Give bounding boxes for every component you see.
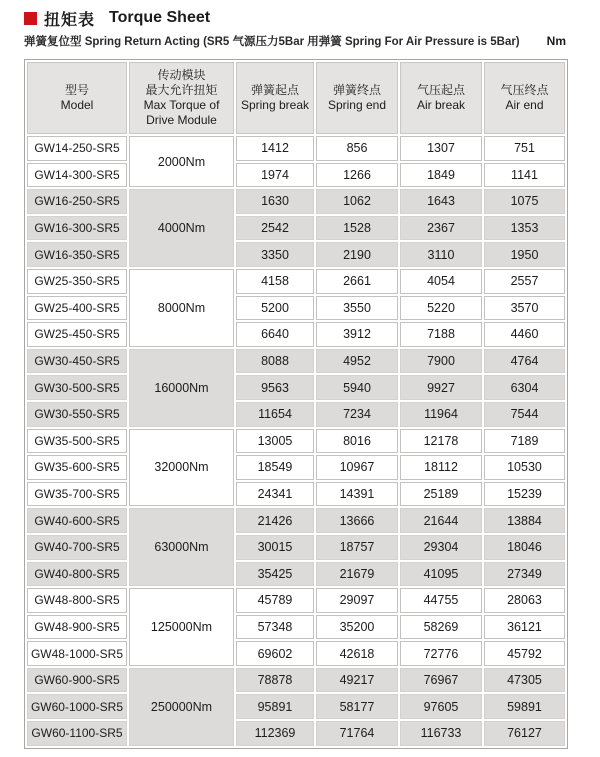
column-header-spring-break-en: Spring break <box>240 98 310 112</box>
value-cell: 4460 <box>484 322 565 347</box>
page-title-zh: 扭矩表 <box>44 11 96 29</box>
value-cell: 11964 <box>400 402 482 427</box>
value-cell: 14391 <box>316 482 398 507</box>
model-cell: GW16-300-SR5 <box>27 216 127 241</box>
column-header-air-end-en: Air end <box>505 98 544 112</box>
value-cell: 112369 <box>236 721 314 746</box>
model-cell: GW40-800-SR5 <box>27 562 127 587</box>
table-row <box>27 242 565 267</box>
column-header-spring-break <box>236 62 314 134</box>
value-cell: 1141 <box>484 163 565 188</box>
unit-label: Nm <box>546 34 566 48</box>
value-cell: 4158 <box>236 269 314 294</box>
value-cell: 7234 <box>316 402 398 427</box>
model-cell: GW60-1000-SR5 <box>27 694 127 719</box>
red-square-bullet-icon <box>24 12 37 25</box>
table-row <box>27 269 565 294</box>
value-cell: 21426 <box>236 508 314 533</box>
torque-table <box>24 59 568 749</box>
table-row <box>27 375 565 400</box>
table-row <box>27 216 565 241</box>
max-torque-cell: 8000Nm <box>129 269 234 347</box>
column-header-air-break-zh: 气压起点 <box>416 83 465 97</box>
column-header-max-torque-zh1: 传动模块 <box>157 68 206 82</box>
model-cell: GW35-600-SR5 <box>27 455 127 480</box>
model-cell: GW35-500-SR5 <box>27 429 127 454</box>
value-cell: 36121 <box>484 615 565 640</box>
value-cell: 3570 <box>484 296 565 321</box>
table-row <box>27 349 565 374</box>
column-header-air-end <box>484 62 565 134</box>
value-cell: 3110 <box>400 242 482 267</box>
max-torque-cell: 16000Nm <box>129 349 234 427</box>
table-row <box>27 322 565 347</box>
value-cell: 76967 <box>400 668 482 693</box>
value-cell: 76127 <box>484 721 565 746</box>
max-torque-cell: 4000Nm <box>129 189 234 267</box>
value-cell: 21679 <box>316 562 398 587</box>
value-cell: 49217 <box>316 668 398 693</box>
value-cell: 2542 <box>236 216 314 241</box>
value-cell: 1266 <box>316 163 398 188</box>
model-cell: GW40-700-SR5 <box>27 535 127 560</box>
column-header-air-end-zh: 气压终点 <box>500 83 549 97</box>
value-cell: 1412 <box>236 136 314 161</box>
max-torque-cell: 250000Nm <box>129 668 234 746</box>
column-header-max-torque-zh2: 最大允许扭矩 <box>145 83 218 97</box>
table-row <box>27 189 565 214</box>
value-cell: 751 <box>484 136 565 161</box>
table-row <box>27 694 565 719</box>
value-cell: 72776 <box>400 641 482 666</box>
value-cell: 856 <box>316 136 398 161</box>
model-cell: GW48-1000-SR5 <box>27 641 127 666</box>
value-cell: 28063 <box>484 588 565 613</box>
table-row <box>27 641 565 666</box>
table-row <box>27 482 565 507</box>
value-cell: 1353 <box>484 216 565 241</box>
value-cell: 21644 <box>400 508 482 533</box>
table-row <box>27 562 565 587</box>
value-cell: 35200 <box>316 615 398 640</box>
model-cell: GW48-800-SR5 <box>27 588 127 613</box>
value-cell: 116733 <box>400 721 482 746</box>
value-cell: 3550 <box>316 296 398 321</box>
value-cell: 15239 <box>484 482 565 507</box>
table-row <box>27 455 565 480</box>
value-cell: 29304 <box>400 535 482 560</box>
table-row <box>27 136 565 161</box>
value-cell: 13005 <box>236 429 314 454</box>
column-header-spring-end <box>316 62 398 134</box>
value-cell: 4952 <box>316 349 398 374</box>
value-cell: 58269 <box>400 615 482 640</box>
value-cell: 13884 <box>484 508 565 533</box>
model-cell: GW30-450-SR5 <box>27 349 127 374</box>
column-header-max-torque-en2: Drive Module <box>146 113 217 127</box>
model-cell: GW25-350-SR5 <box>27 269 127 294</box>
value-cell: 1630 <box>236 189 314 214</box>
max-torque-cell: 63000Nm <box>129 508 234 586</box>
value-cell: 7188 <box>400 322 482 347</box>
value-cell: 18046 <box>484 535 565 560</box>
column-header-air-break-en: Air break <box>416 98 466 112</box>
value-cell: 41095 <box>400 562 482 587</box>
model-cell: GW16-350-SR5 <box>27 242 127 267</box>
value-cell: 1974 <box>236 163 314 188</box>
value-cell: 7544 <box>484 402 565 427</box>
value-cell: 1062 <box>316 189 398 214</box>
value-cell: 45789 <box>236 588 314 613</box>
value-cell: 7900 <box>400 349 482 374</box>
value-cell: 1849 <box>400 163 482 188</box>
column-header-model-zh: 型号 <box>64 83 89 97</box>
model-cell: GW25-400-SR5 <box>27 296 127 321</box>
value-cell: 8016 <box>316 429 398 454</box>
value-cell: 78878 <box>236 668 314 693</box>
page-subtitle: 弹簧复位型 Spring Return Acting (SR5 气源压力5Bar 用弹簧 Spring For Air Pressure is 5Bar) <box>24 36 520 48</box>
value-cell: 6640 <box>236 322 314 347</box>
value-cell: 97605 <box>400 694 482 719</box>
value-cell: 1528 <box>316 216 398 241</box>
value-cell: 11654 <box>236 402 314 427</box>
column-header-air-break <box>400 62 482 134</box>
value-cell: 8088 <box>236 349 314 374</box>
value-cell: 18757 <box>316 535 398 560</box>
table-row <box>27 588 565 613</box>
model-cell: GW48-900-SR5 <box>27 615 127 640</box>
model-cell: GW35-700-SR5 <box>27 482 127 507</box>
torque-table-body <box>27 136 565 746</box>
value-cell: 2557 <box>484 269 565 294</box>
value-cell: 47305 <box>484 668 565 693</box>
value-cell: 13666 <box>316 508 398 533</box>
column-header-spring-end-en: Spring end <box>327 98 387 112</box>
page-header <box>24 7 572 29</box>
value-cell: 1075 <box>484 189 565 214</box>
value-cell: 2661 <box>316 269 398 294</box>
value-cell: 2190 <box>316 242 398 267</box>
page-title-en: Torque Sheet <box>109 9 211 26</box>
model-cell: GW14-300-SR5 <box>27 163 127 188</box>
value-cell: 18112 <box>400 455 482 480</box>
table-header-row <box>27 62 565 134</box>
value-cell: 45792 <box>484 641 565 666</box>
value-cell: 4764 <box>484 349 565 374</box>
value-cell: 71764 <box>316 721 398 746</box>
model-cell: GW25-450-SR5 <box>27 322 127 347</box>
model-cell: GW60-1100-SR5 <box>27 721 127 746</box>
value-cell: 5940 <box>316 375 398 400</box>
model-cell: GW60-900-SR5 <box>27 668 127 693</box>
value-cell: 10530 <box>484 455 565 480</box>
value-cell: 29097 <box>316 588 398 613</box>
model-cell: GW30-500-SR5 <box>27 375 127 400</box>
model-cell: GW40-600-SR5 <box>27 508 127 533</box>
max-torque-cell: 32000Nm <box>129 429 234 507</box>
value-cell: 1307 <box>400 136 482 161</box>
table-row <box>27 615 565 640</box>
model-cell: GW14-250-SR5 <box>27 136 127 161</box>
max-torque-cell: 2000Nm <box>129 136 234 187</box>
value-cell: 69602 <box>236 641 314 666</box>
value-cell: 6304 <box>484 375 565 400</box>
value-cell: 44755 <box>400 588 482 613</box>
table-row <box>27 535 565 560</box>
table-row <box>27 668 565 693</box>
table-row <box>27 163 565 188</box>
column-header-spring-end-zh: 弹簧终点 <box>332 83 381 97</box>
value-cell: 1950 <box>484 242 565 267</box>
value-cell: 57348 <box>236 615 314 640</box>
value-cell: 2367 <box>400 216 482 241</box>
max-torque-cell: 125000Nm <box>129 588 234 666</box>
table-row <box>27 508 565 533</box>
column-header-model-en: Model <box>60 98 94 112</box>
value-cell: 9927 <box>400 375 482 400</box>
value-cell: 95891 <box>236 694 314 719</box>
value-cell: 12178 <box>400 429 482 454</box>
value-cell: 5220 <box>400 296 482 321</box>
value-cell: 42618 <box>316 641 398 666</box>
table-row <box>27 429 565 454</box>
value-cell: 24341 <box>236 482 314 507</box>
value-cell: 27349 <box>484 562 565 587</box>
column-header-max-torque <box>129 62 234 134</box>
value-cell: 7189 <box>484 429 565 454</box>
value-cell: 4054 <box>400 269 482 294</box>
value-cell: 3912 <box>316 322 398 347</box>
table-row <box>27 296 565 321</box>
value-cell: 10967 <box>316 455 398 480</box>
value-cell: 5200 <box>236 296 314 321</box>
value-cell: 25189 <box>400 482 482 507</box>
column-header-spring-break-zh: 弹簧起点 <box>250 83 299 97</box>
value-cell: 59891 <box>484 694 565 719</box>
model-cell: GW30-550-SR5 <box>27 402 127 427</box>
table-row <box>27 402 565 427</box>
value-cell: 18549 <box>236 455 314 480</box>
column-header-model <box>27 62 127 134</box>
value-cell: 35425 <box>236 562 314 587</box>
table-row <box>27 721 565 746</box>
column-header-max-torque-en1: Max Torque of <box>143 98 220 112</box>
value-cell: 58177 <box>316 694 398 719</box>
value-cell: 9563 <box>236 375 314 400</box>
subtitle-row <box>24 33 572 49</box>
value-cell: 30015 <box>236 535 314 560</box>
model-cell: GW16-250-SR5 <box>27 189 127 214</box>
value-cell: 3350 <box>236 242 314 267</box>
value-cell: 1643 <box>400 189 482 214</box>
